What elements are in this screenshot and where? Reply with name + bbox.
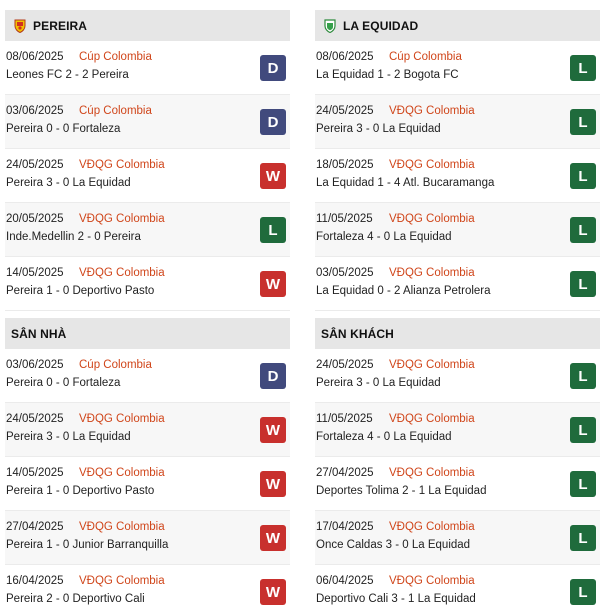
away-venue-title: SÂN KHÁCH [321,326,394,341]
result-badge: L [260,217,286,243]
match-score[interactable]: Once Caldas 3 - 0 La Equidad [316,539,471,551]
home-team-header [5,10,290,41]
left-column [5,10,290,607]
result-badge: W [260,579,286,605]
match-row[interactable] [315,511,600,565]
result-badge: W [260,525,286,551]
match-score[interactable]: La Equidad 0 - 2 Alianza Petrolera [316,285,491,297]
match-row[interactable] [5,149,290,203]
result-badge: L [570,579,596,605]
home-venue-header [5,318,290,349]
result-badge: D [260,55,286,81]
match-score[interactable]: Pereira 3 - 0 La Equidad [6,177,131,189]
match-score[interactable]: Pereira 2 - 0 Deportivo Cali [6,593,145,605]
match-row[interactable] [315,403,600,457]
match-row[interactable] [5,203,290,257]
result-badge: L [570,525,596,551]
match-row[interactable] [5,41,290,95]
match-date: 03/06/2025 [6,105,64,117]
match-row[interactable] [5,457,290,511]
result-badge: L [570,271,596,297]
home-team-name: PEREIRA [33,18,88,33]
match-date: 16/04/2025 [6,575,64,587]
competition-link[interactable]: VĐQG Colombia [79,575,165,587]
result-badge: W [260,271,286,297]
competition-link[interactable]: Cúp Colombia [79,51,152,63]
match-date: 24/05/2025 [316,105,374,117]
pereira-crest-icon [13,19,27,33]
match-score[interactable]: Inde.Medellin 2 - 0 Pereira [6,231,141,243]
competition-link[interactable]: VĐQG Colombia [79,213,165,225]
match-score[interactable]: Pereira 3 - 0 La Equidad [6,431,131,443]
competition-link[interactable]: VĐQG Colombia [79,413,165,425]
match-score[interactable]: Pereira 0 - 0 Fortaleza [6,377,121,389]
match-score[interactable]: Pereira 3 - 0 La Equidad [316,377,441,389]
away-team-header [315,10,600,41]
match-row[interactable] [315,349,600,403]
result-badge: L [570,109,596,135]
match-row[interactable] [5,511,290,565]
match-score[interactable]: La Equidad 1 - 4 Atl. Bucaramanga [316,177,495,189]
result-badge: L [570,217,596,243]
competition-link[interactable]: VĐQG Colombia [389,267,475,279]
match-date: 03/06/2025 [6,359,64,371]
result-badge: L [570,417,596,443]
result-badge: L [570,163,596,189]
match-score[interactable]: Deportivo Cali 3 - 1 La Equidad [316,593,476,605]
match-date: 06/04/2025 [316,575,374,587]
match-row[interactable] [315,565,600,607]
match-score[interactable]: Pereira 3 - 0 La Equidad [316,123,441,135]
result-badge: W [260,163,286,189]
match-row[interactable] [315,203,600,257]
competition-link[interactable]: VĐQG Colombia [79,467,165,479]
la-equidad-crest-icon [323,19,337,33]
match-score[interactable]: Pereira 1 - 0 Junior Barranquilla [6,539,169,551]
competition-link[interactable]: VĐQG Colombia [389,467,475,479]
match-date: 08/06/2025 [6,51,64,63]
match-row[interactable] [5,257,290,311]
match-date: 20/05/2025 [6,213,64,225]
right-column [315,10,600,607]
result-badge: W [260,417,286,443]
match-date: 24/05/2025 [6,413,64,425]
competition-link[interactable]: Cúp Colombia [79,359,152,371]
away-team-name: LA EQUIDAD [343,18,419,33]
match-score[interactable]: Fortaleza 4 - 0 La Equidad [316,431,452,443]
match-row[interactable] [5,403,290,457]
away-venue-header [315,318,600,349]
result-badge: L [570,363,596,389]
competition-link[interactable]: VĐQG Colombia [389,575,475,587]
match-date: 24/05/2025 [6,159,64,171]
match-score[interactable]: La Equidad 1 - 2 Bogota FC [316,69,459,81]
match-row[interactable] [315,149,600,203]
match-row[interactable] [315,41,600,95]
match-date: 11/05/2025 [316,213,373,225]
competition-link[interactable]: VĐQG Colombia [79,159,165,171]
competition-link[interactable]: VĐQG Colombia [79,267,165,279]
result-badge: D [260,363,286,389]
competition-link[interactable]: Cúp Colombia [79,105,152,117]
match-date: 17/04/2025 [316,521,374,533]
competition-link[interactable]: VĐQG Colombia [79,521,165,533]
competition-link[interactable]: VĐQG Colombia [389,159,475,171]
match-date: 27/04/2025 [316,467,374,479]
match-date: 27/04/2025 [6,521,64,533]
match-row[interactable] [5,349,290,403]
competition-link[interactable]: VĐQG Colombia [389,213,475,225]
match-row[interactable] [315,95,600,149]
home-venue-title: SÂN NHÀ [11,326,67,341]
match-row[interactable] [315,457,600,511]
match-row[interactable] [5,95,290,149]
result-badge: D [260,109,286,135]
competition-link[interactable]: VĐQG Colombia [389,359,475,371]
competition-link[interactable]: VĐQG Colombia [389,521,475,533]
competition-link[interactable]: Cúp Colombia [389,51,462,63]
competition-link[interactable]: VĐQG Colombia [389,413,475,425]
match-score[interactable]: Pereira 1 - 0 Deportivo Pasto [6,285,155,297]
competition-link[interactable]: VĐQG Colombia [389,105,475,117]
result-badge: W [260,471,286,497]
match-row[interactable] [5,565,290,607]
result-badge: L [570,55,596,81]
match-date: 14/05/2025 [6,467,64,479]
match-date: 03/05/2025 [316,267,374,279]
match-date: 24/05/2025 [316,359,374,371]
match-date: 14/05/2025 [6,267,64,279]
match-date: 11/05/2025 [316,413,373,425]
match-score[interactable]: Leones FC 2 - 2 Pereira [6,69,129,81]
match-row[interactable] [315,257,600,311]
match-date: 08/06/2025 [316,51,374,63]
result-badge: L [570,471,596,497]
match-score[interactable]: Pereira 0 - 0 Fortaleza [6,123,121,135]
match-score[interactable]: Pereira 1 - 0 Deportivo Pasto [6,485,155,497]
match-date: 18/05/2025 [316,159,374,171]
match-score[interactable]: Fortaleza 4 - 0 La Equidad [316,231,452,243]
match-score[interactable]: Deportes Tolima 2 - 1 La Equidad [316,485,487,497]
